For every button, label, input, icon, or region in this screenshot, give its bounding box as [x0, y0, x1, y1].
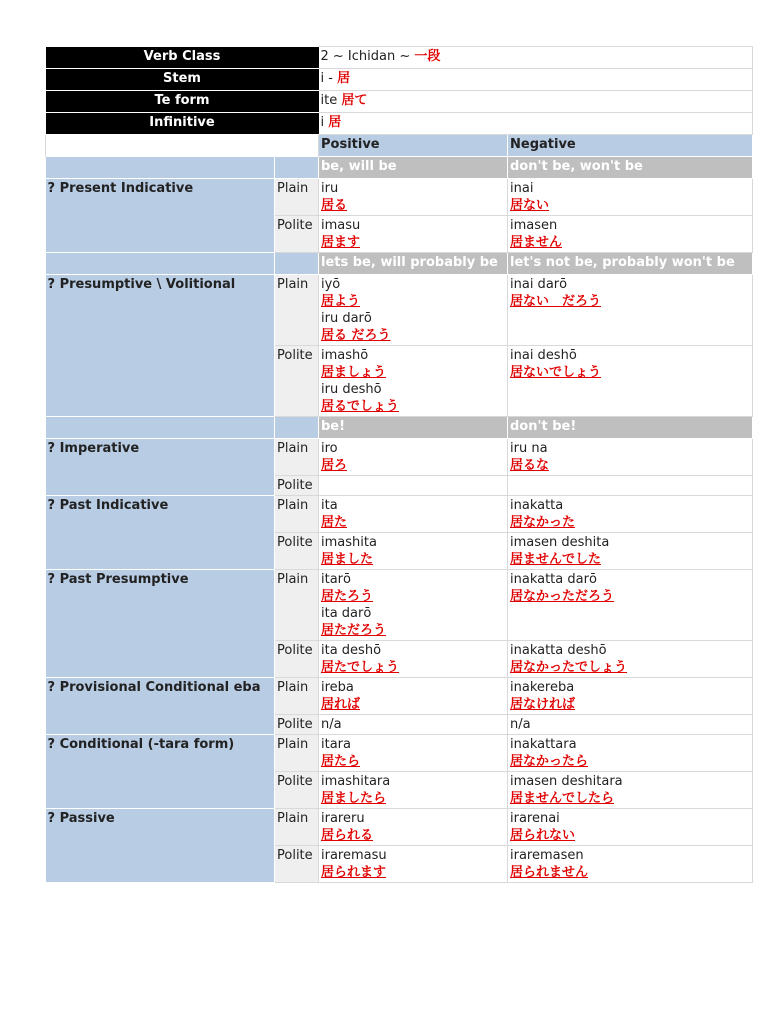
stem-label: Stem: [46, 69, 319, 91]
kana: 居ませんでした: [510, 552, 602, 567]
kana: 居られません: [510, 865, 589, 880]
stem-kanji: 居: [337, 71, 351, 86]
romaji: imashita: [321, 535, 377, 550]
imperative-polite-positive: [319, 476, 508, 496]
imperative-meaning-row: [46, 417, 753, 439]
romaji: imashitara: [321, 774, 391, 789]
present-meaning-positive: be, will be: [319, 157, 508, 179]
romaji: iraremasen: [510, 848, 584, 863]
presumptive-polite-positive: [319, 346, 508, 417]
meaning-spacer: [46, 253, 275, 275]
column-header-blank: [46, 135, 319, 157]
imperative-plain-negative: [508, 439, 753, 476]
infinitive-row: [46, 113, 753, 135]
romaji: imashō: [321, 348, 369, 363]
polite-label: Polite: [275, 346, 319, 417]
polite-label: Polite: [275, 772, 319, 809]
passive-polite-negative: [508, 846, 753, 883]
kana: 居ろ: [321, 458, 348, 473]
romaji: iyō: [321, 277, 341, 292]
kana: 居ます: [321, 235, 361, 250]
te-form-kanji: 居て: [341, 93, 368, 108]
kana: 居なかっただろう: [510, 589, 615, 604]
kana: 居ない: [510, 198, 550, 213]
kana: 居られます: [321, 865, 387, 880]
plain-label: Plain: [275, 179, 319, 216]
romaji: inakattara: [510, 737, 577, 752]
plain-label: Plain: [275, 809, 319, 846]
kana: 居たろう: [321, 589, 374, 604]
plain-label: Plain: [275, 439, 319, 476]
meaning-spacer: [46, 157, 275, 179]
infinitive-label: Infinitive: [46, 113, 319, 135]
romaji: iru: [321, 181, 339, 196]
kana: 居た: [321, 515, 348, 530]
romaji: iru deshō: [321, 382, 382, 397]
te-form-text: ite: [320, 93, 342, 108]
imperative-polite-negative: [508, 476, 753, 496]
kana: 居る: [321, 198, 348, 213]
meaning-spacer: [275, 157, 319, 179]
presumptive-meaning-positive: lets be, will probably be: [319, 253, 508, 275]
polite-label: Polite: [275, 216, 319, 253]
presumptive-plain-row: [46, 275, 753, 346]
provisional-polite-negative: n/a: [508, 715, 753, 735]
polite-label: Polite: [275, 533, 319, 570]
romaji: iraremasu: [321, 848, 387, 863]
passive-polite-positive: [319, 846, 508, 883]
romaji: irareru: [321, 811, 365, 826]
meaning-spacer: [275, 253, 319, 275]
verb-class-label: Verb Class: [46, 47, 319, 69]
verb-class-row: [46, 47, 753, 69]
kana: 居なければ: [510, 697, 576, 712]
romaji: imasu: [321, 218, 361, 233]
conjugation-table: [45, 46, 753, 883]
kana: 居たら: [321, 754, 361, 769]
kana: 居ない だろう: [510, 294, 602, 309]
romaji: iro: [321, 441, 338, 456]
romaji: irarenai: [510, 811, 560, 826]
conditional-label: ? Conditional (-tara form): [46, 735, 275, 809]
kana: 居る だろう: [321, 328, 391, 343]
romaji: imasen deshitara: [510, 774, 623, 789]
romaji: inai darō: [510, 277, 568, 292]
verb-class-value: [319, 47, 753, 69]
romaji: imasen deshita: [510, 535, 610, 550]
provisional-plain-negative: [508, 678, 753, 715]
imperative-plain-positive: [319, 439, 508, 476]
present-plain-negative: [508, 179, 753, 216]
present-polite-negative: [508, 216, 753, 253]
past-presumptive-plain-positive: [319, 570, 508, 641]
romaji: inakatta darō: [510, 572, 597, 587]
infinitive-value: [319, 113, 753, 135]
imperative-meaning-negative: don't be!: [508, 417, 753, 439]
past-plain-negative: [508, 496, 753, 533]
provisional-label: ? Provisional Conditional eba: [46, 678, 275, 735]
kana: 居なかった: [510, 515, 576, 530]
presumptive-label: ? Presumptive \ Volitional: [46, 275, 275, 417]
plain-label: Plain: [275, 275, 319, 346]
plain-label: Plain: [275, 735, 319, 772]
present-plain-row: [46, 179, 753, 216]
infinitive-kanji: 居: [328, 115, 342, 130]
romaji: itara: [321, 737, 351, 752]
kana: 居よう: [321, 294, 361, 309]
plain-label: Plain: [275, 496, 319, 533]
plain-label: Plain: [275, 678, 319, 715]
provisional-polite-positive: n/a: [319, 715, 508, 735]
presumptive-meaning-negative: let's not be, probably won't be: [508, 253, 753, 275]
kana: 居たでしょう: [321, 660, 400, 675]
verb-class-text: 2 ~ Ichidan ~: [320, 49, 415, 64]
past-indicative-label: ? Past Indicative: [46, 496, 275, 570]
present-indicative-label: ? Present Indicative: [46, 179, 275, 253]
present-plain-positive: [319, 179, 508, 216]
infinitive-text: i: [320, 115, 329, 130]
kana: 居るでしょう: [321, 399, 399, 414]
romaji: imasen: [510, 218, 558, 233]
positive-header: Positive: [319, 135, 508, 157]
presumptive-plain-positive: [319, 275, 508, 346]
te-form-row: [46, 91, 753, 113]
conditional-plain-negative: [508, 735, 753, 772]
conditional-polite-negative: [508, 772, 753, 809]
kana: 居るな: [510, 458, 550, 473]
kana: 居ただろう: [321, 623, 387, 638]
present-meaning-negative: don't be, won't be: [508, 157, 753, 179]
passive-plain-positive: [319, 809, 508, 846]
provisional-plain-row: [46, 678, 753, 715]
provisional-plain-positive: [319, 678, 508, 715]
past-polite-positive: [319, 533, 508, 570]
passive-label: ? Passive: [46, 809, 275, 883]
polite-label: Polite: [275, 476, 319, 496]
kana: 居ました: [321, 552, 374, 567]
romaji: ireba: [321, 680, 354, 695]
conditional-plain-positive: [319, 735, 508, 772]
verb-class-kanji: 一段: [414, 49, 441, 64]
past-presumptive-plain-row: [46, 570, 753, 641]
kana: 居なかったでしょう: [510, 660, 628, 675]
column-header-row: [46, 135, 753, 157]
plain-label: Plain: [275, 570, 319, 641]
polite-label: Polite: [275, 641, 319, 678]
kana: 居ないでしょう: [510, 365, 602, 380]
meaning-spacer: [46, 417, 275, 439]
past-plain-positive: [319, 496, 508, 533]
kana: 居ましょう: [321, 365, 387, 380]
kana: 居られる: [321, 828, 374, 843]
passive-plain-negative: [508, 809, 753, 846]
kana: 居ましたら: [321, 791, 387, 806]
romaji: inai: [510, 181, 534, 196]
romaji: ita darō: [321, 606, 372, 621]
past-plain-row: [46, 496, 753, 533]
present-polite-positive: [319, 216, 508, 253]
romaji: ita deshō: [321, 643, 382, 658]
romaji: inakatta deshō: [510, 643, 607, 658]
romaji: inakatta: [510, 498, 564, 513]
imperative-plain-row: [46, 439, 753, 476]
past-presumptive-plain-negative: [508, 570, 753, 641]
kana: 居ません: [510, 235, 563, 250]
kana: 居れば: [321, 697, 361, 712]
meaning-spacer: [275, 417, 319, 439]
romaji: iru na: [510, 441, 548, 456]
romaji: inakereba: [510, 680, 575, 695]
romaji: itarō: [321, 572, 351, 587]
conditional-plain-row: [46, 735, 753, 772]
polite-label: Polite: [275, 846, 319, 883]
passive-plain-row: [46, 809, 753, 846]
presumptive-polite-negative: [508, 346, 753, 417]
past-presumptive-label: ? Past Presumptive: [46, 570, 275, 678]
conditional-polite-positive: [319, 772, 508, 809]
kana: 居なかったら: [510, 754, 589, 769]
presumptive-meaning-row: [46, 253, 753, 275]
negative-header: Negative: [508, 135, 753, 157]
kana: 居られない: [510, 828, 576, 843]
stem-text: i -: [320, 71, 338, 86]
stem-value: [319, 69, 753, 91]
te-form-label: Te form: [46, 91, 319, 113]
romaji: inai deshō: [510, 348, 577, 363]
imperative-label: ? Imperative: [46, 439, 275, 496]
past-presumptive-polite-positive: [319, 641, 508, 678]
te-form-value: [319, 91, 753, 113]
romaji: ita: [321, 498, 338, 513]
polite-label: Polite: [275, 715, 319, 735]
romaji: iru darō: [321, 311, 372, 326]
kana: 居ませんでしたら: [510, 791, 615, 806]
past-polite-negative: [508, 533, 753, 570]
imperative-meaning-positive: be!: [319, 417, 508, 439]
past-presumptive-polite-negative: [508, 641, 753, 678]
presumptive-plain-negative: [508, 275, 753, 346]
present-meaning-row: [46, 157, 753, 179]
stem-row: [46, 69, 753, 91]
